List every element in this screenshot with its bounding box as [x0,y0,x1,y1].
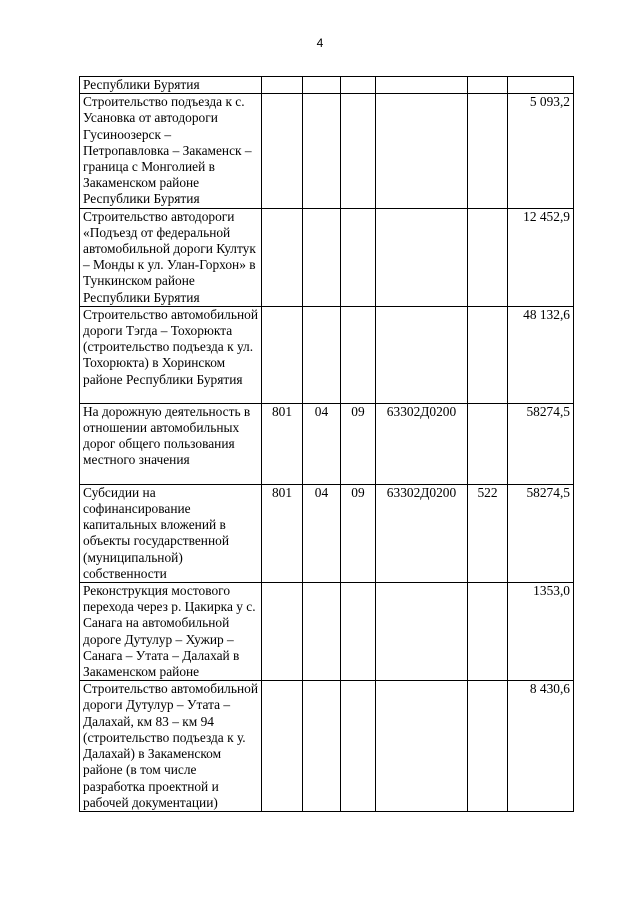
subsection-code-cell [341,306,376,403]
item-name-cell: Республики Бурятия [80,77,262,94]
item-name-cell: Реконструкция мостового перехода через р. Цакирка у с. Санага на автомобильной дороге Дутулур – Хужир – Санага – Утата – Далахай в Закаменском районе [80,583,262,681]
target-article-cell: 63302Д0200 [376,484,468,582]
ministry-code-cell [262,681,303,812]
target-article-cell [376,681,468,812]
amount-cell [508,77,574,94]
item-name-cell: Строительство автомобильной дороги Дутулур – Утата – Далахай, км 83 – км 94 (строительство подъезда к у. Далахай) в Закаменском районе (в том числе разработка проектной и рабочей документации) [80,681,262,812]
amount-cell: 48 132,6 [508,306,574,403]
target-article-cell [376,208,468,306]
target-article-cell: 63302Д0200 [376,403,468,484]
section-code-cell: 04 [303,403,341,484]
expense-type-cell: 522 [468,484,508,582]
item-name-cell: Субсидии на софинансирование капитальных вложений в объекты государственной (муниципальной) собственности [80,484,262,582]
expense-type-cell [468,208,508,306]
item-name-cell: Строительство автодороги «Подъезд от федеральной автомобильной дороги Култук – Монды к ул. Улан-Горхон» в Тункинском районе Республики Бурятия [80,208,262,306]
section-code-cell: 04 [303,484,341,582]
section-code-cell [303,583,341,681]
expense-type-cell [468,94,508,208]
amount-cell: 8 430,6 [508,681,574,812]
subsection-code-cell [341,77,376,94]
target-article-cell [376,306,468,403]
item-name-cell: Строительство автомобильной дороги Тэгда – Тохорюкта (строительство подъезда к ул. Тохорюкта) в Хоринском районе Республики Бурятия [80,306,262,403]
target-article-cell [376,77,468,94]
table-row [80,681,574,812]
section-code-cell [303,306,341,403]
amount-cell: 1353,0 [508,583,574,681]
expense-type-cell [468,403,508,484]
page-number: 4 [316,36,324,50]
expense-type-cell [468,77,508,94]
table-row [80,403,574,484]
target-article-cell [376,583,468,681]
ministry-code-cell [262,77,303,94]
section-code-cell [303,208,341,306]
section-code-cell [303,77,341,94]
subsection-code-cell: 09 [341,403,376,484]
amount-cell: 58274,5 [508,484,574,582]
subsection-code-cell [341,94,376,208]
subsection-code-cell [341,208,376,306]
item-name-cell: Строительство подъезда к с. Усановка от автодороги Гусиноозерск – Петропавловка – Закаменск – граница с Монголией в Закаменском районе Республики Бурятия [80,94,262,208]
table-row [80,583,574,681]
ministry-code-cell [262,94,303,208]
item-name-cell: На дорожную деятельность в отношении автомобильных дорог общего пользования местного значения [80,403,262,484]
table-row [80,94,574,208]
ministry-code-cell [262,208,303,306]
table-row [80,208,574,306]
amount-cell: 58274,5 [508,403,574,484]
budget-table [79,76,574,812]
target-article-cell [376,94,468,208]
subsection-code-cell [341,681,376,812]
table-row [80,484,574,582]
expense-type-cell [468,681,508,812]
ministry-code-cell: 801 [262,403,303,484]
section-code-cell [303,681,341,812]
amount-cell: 12 452,9 [508,208,574,306]
ministry-code-cell: 801 [262,484,303,582]
ministry-code-cell [262,306,303,403]
amount-cell: 5 093,2 [508,94,574,208]
table-row [80,306,574,403]
section-code-cell [303,94,341,208]
subsection-code-cell [341,583,376,681]
expense-type-cell [468,583,508,681]
ministry-code-cell [262,583,303,681]
expense-type-cell [468,306,508,403]
table-row [80,77,574,94]
subsection-code-cell: 09 [341,484,376,582]
